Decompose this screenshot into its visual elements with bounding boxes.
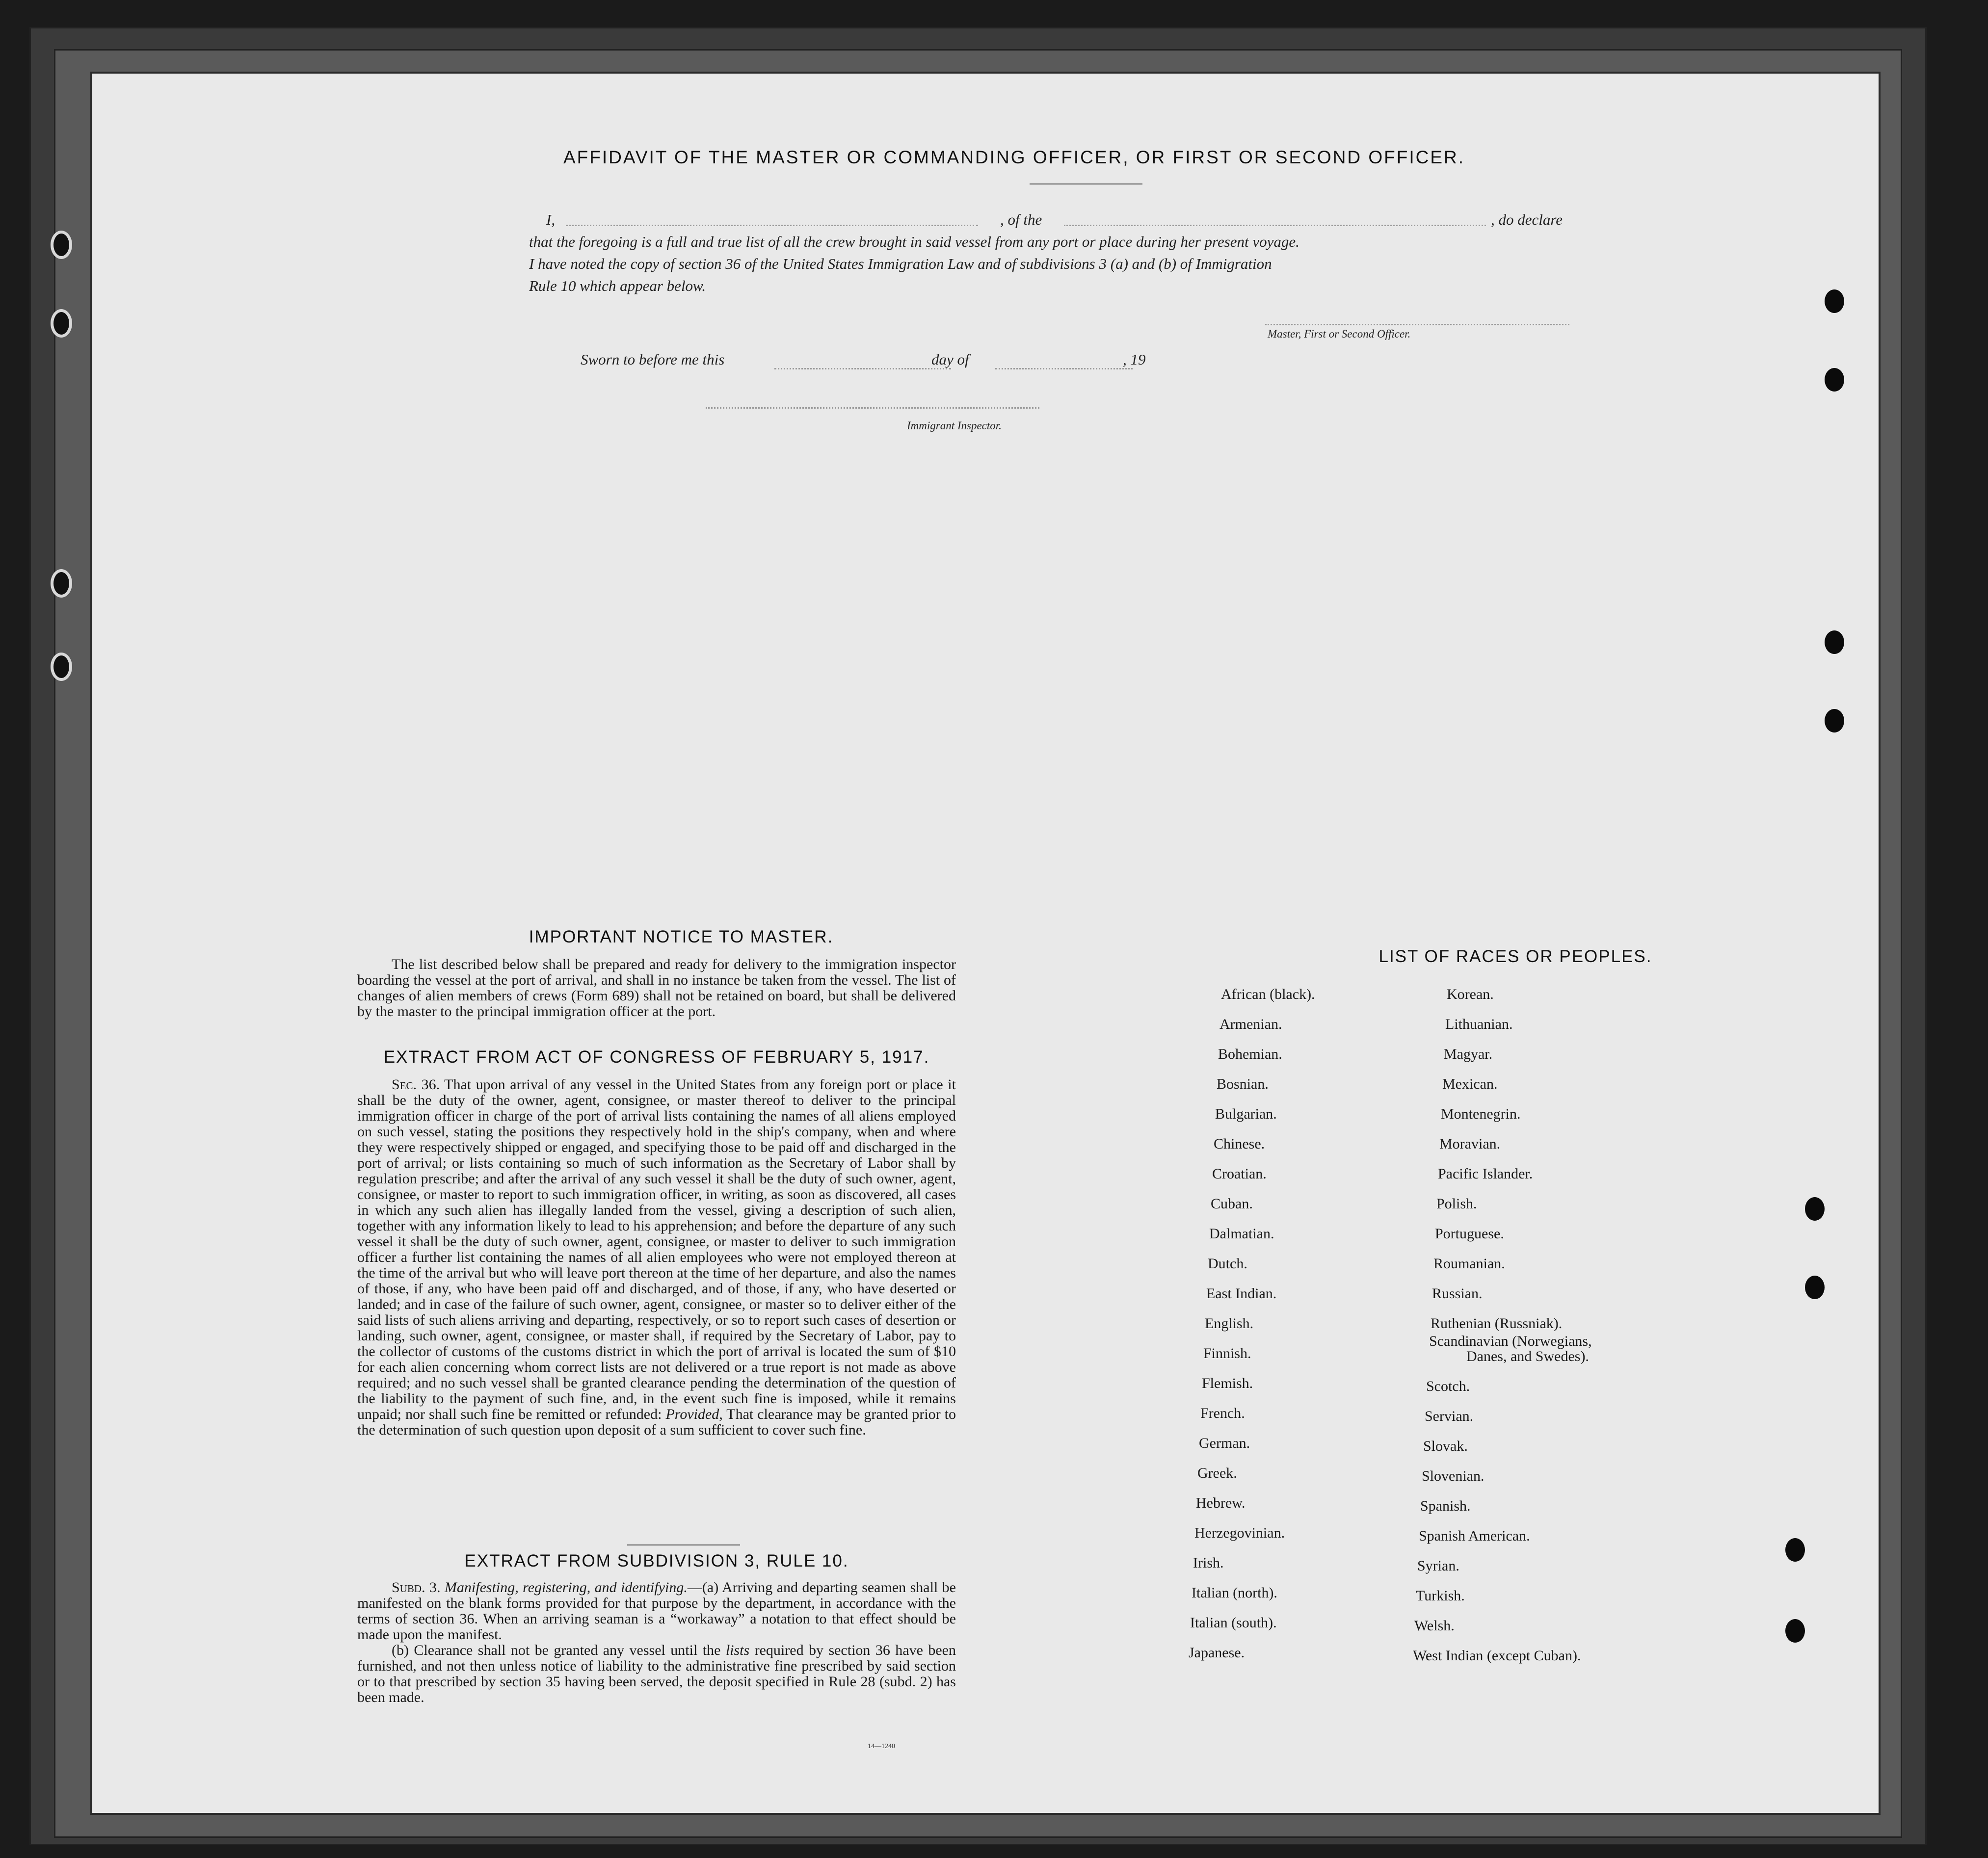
- subdivision-text-block: [357, 1580, 956, 1705]
- race-item: Chinese.: [1214, 1136, 1265, 1152]
- document-page: [92, 74, 1879, 1813]
- race-item: English.: [1205, 1315, 1254, 1332]
- subdivision-title: EXTRACT FROM SUBDIVISION 3, RULE 10.: [464, 1551, 849, 1570]
- punch-hole-right-1: [1825, 289, 1844, 313]
- affidavit-title: AFFIDAVIT OF THE MASTER OR COMMANDING OFFICER, OR FIRST OR SECOND OFFICER.: [563, 147, 1465, 167]
- race-item: Japanese.: [1189, 1645, 1245, 1661]
- race-item: Cuban.: [1211, 1196, 1253, 1212]
- subdivision-paragraph-b: [357, 1643, 956, 1705]
- act-title: EXTRACT FROM ACT OF CONGRESS OF FEBRUARY 5, 1917.: [383, 1047, 930, 1067]
- subdivision-paragraph-a: [357, 1580, 956, 1643]
- race-item: Armenian.: [1219, 1016, 1282, 1032]
- subd-a-text: Arriving and departing seamen shall be manifested on the blank forms provided for that purpose by the department, in accordance with the terms of section 36. When an arriving seaman is a “workaway” a notation to that effect should be made upon the manifest.: [357, 1579, 956, 1643]
- act-provided: Provided,: [665, 1406, 723, 1422]
- race-item: Irish.: [1193, 1555, 1224, 1571]
- race-item: German.: [1199, 1435, 1250, 1451]
- act-text-end: That clearance may be granted prior to the determination of such question upon deposit of a sum sufficient to cover such fine.: [357, 1406, 956, 1438]
- subd-a-label: —(a): [687, 1579, 719, 1596]
- affidavit-do-declare: , do declare: [1491, 211, 1563, 228]
- punch-hole-right-8: [1785, 1619, 1805, 1643]
- race-item: Flemish.: [1202, 1375, 1253, 1391]
- form-number: 14—1240: [868, 1743, 895, 1750]
- punch-hole-right-5: [1805, 1197, 1825, 1221]
- race-item: East Indian.: [1206, 1285, 1277, 1302]
- race-item: Syrian.: [1417, 1558, 1459, 1574]
- race-item: Scotch.: [1426, 1378, 1470, 1394]
- inspector-signature-field[interactable]: [706, 407, 1039, 409]
- race-item: Hebrew.: [1196, 1495, 1246, 1511]
- punch-hole-right-7: [1785, 1538, 1805, 1562]
- race-item: Slovenian.: [1422, 1468, 1484, 1484]
- race-item: Spanish American.: [1419, 1528, 1530, 1544]
- race-item: Pacific Islander.: [1438, 1166, 1533, 1182]
- punch-hole-left-2: [51, 309, 72, 338]
- race-item: Mexican.: [1442, 1076, 1498, 1092]
- affidavit-i: I,: [546, 211, 556, 228]
- punch-hole-right-3: [1825, 630, 1844, 654]
- subd-heading: Manifesting, registering, and identifying.: [444, 1579, 688, 1596]
- race-item: Polish.: [1436, 1196, 1477, 1212]
- race-item: Croatian.: [1212, 1166, 1267, 1182]
- notice-text-block: [357, 957, 956, 1020]
- race-item: Slovak.: [1423, 1438, 1468, 1454]
- race-item: Portuguese.: [1435, 1226, 1504, 1242]
- race-item: Lithuanian.: [1445, 1016, 1513, 1032]
- punch-hole-left-3: [51, 569, 72, 598]
- race-item: Bosnian.: [1217, 1076, 1269, 1092]
- race-item: Welsh.: [1414, 1618, 1455, 1634]
- race-item: Bohemian.: [1218, 1046, 1282, 1062]
- day-of-label: day of: [931, 351, 969, 368]
- master-signature-label: Master, First or Second Officer.: [1268, 328, 1411, 340]
- race-item: Moravian.: [1439, 1136, 1501, 1152]
- race-item: Scandinavian (Norwegians,: [1429, 1333, 1592, 1349]
- race-item: Spanish.: [1420, 1498, 1471, 1514]
- punch-hole-right-4: [1825, 709, 1844, 733]
- subd-label: Subd. 3.: [392, 1579, 441, 1596]
- race-item: Turkish.: [1416, 1588, 1465, 1604]
- race-item: Dalmatian.: [1209, 1226, 1274, 1242]
- sworn-day-field[interactable]: [774, 368, 951, 369]
- race-item: Greek.: [1197, 1465, 1237, 1481]
- race-item: Ruthenian (Russniak).: [1431, 1315, 1563, 1332]
- subd-b-lists: lists: [725, 1642, 750, 1658]
- race-item: Montenegrin.: [1441, 1106, 1521, 1122]
- race-item: Roumanian.: [1433, 1256, 1505, 1272]
- race-item: Bulgarian.: [1215, 1106, 1277, 1122]
- vessel-field[interactable]: [1064, 225, 1486, 226]
- race-item: French.: [1200, 1405, 1245, 1421]
- punch-hole-left-4: [51, 653, 72, 681]
- race-item: Servian.: [1425, 1408, 1474, 1424]
- race-item: Herzegovinian.: [1194, 1525, 1285, 1541]
- sworn-month-field[interactable]: [995, 368, 1133, 369]
- race-item: West Indian (except Cuban).: [1413, 1648, 1581, 1664]
- subd-b-text-1: Clearance shall not be granted any vessel until the: [414, 1642, 721, 1658]
- sworn-label: Sworn to before me this: [581, 351, 725, 368]
- notice-text: The list described below shall be prepared and ready for delivery to the immigration inspector boarding the vessel at the port of arrival, and shall in no instance be taken from the vessel. The list of changes of alien members of crews (Form 689) shall not be retained on board, but shall be delivered by the master to the principal immigration officer at the port.: [357, 956, 956, 1020]
- affidavit-title-rule: [1030, 183, 1142, 184]
- inspector-signature-label: Immigrant Inspector.: [907, 419, 1002, 432]
- race-item: Italian (north).: [1192, 1585, 1277, 1601]
- act-paragraph: [357, 1077, 956, 1438]
- race-item: Russian.: [1432, 1285, 1483, 1302]
- race-item: Dutch.: [1208, 1256, 1247, 1272]
- act-sec-label: Sec. 36.: [392, 1076, 440, 1093]
- master-signature-field[interactable]: [1265, 324, 1569, 325]
- race-item: Magyar.: [1444, 1046, 1493, 1062]
- act-text: That upon arrival of any vessel in the United States from any foreign port or place it shall be the duty of the owner, agent, consignee, or master thereof to deliver to the principal immigration officer in charge of the port of arrival lists containing the names of all aliens employed on such vessel, stating the positions they respectively hold in the ship's company, when and where they were respectively shipped or engaged, and specifying those to be paid off and discharged in the port of arrival; or lists containing so much of such information as the Secretary of Labor shall by regulation prescribe; and after the arrival of any such vessel it shall be the duty of such owner, agent, consignee, or master to report to such immigration officer, in writing, as soon as discovered, all cases in which any such alien has illegally landed from the vessel, giving a description of such alien, together with any information likely to lead to his apprehension; and before the departure of any such vessel it shall be the duty of such owner, agent, consignee, or master to deliver to such immigration officer a further list containing the names of all alien employees who were not employed thereon at the time of the arrival but who will leave port thereon at the time of her departure, and also the names of those, if any, who have been paid off and discharged, and of those, if any, who have deserted or landed; and in case of the failure of such owner, agent, consignee, or master so to deliver either of the said lists of such aliens arriving and departing, respectively, or so to report such cases of desertion or landing, such owner, agent, consignee, or master shall, if required by the Secretary of Labor, pay to the collector of customs of the customs district in which the port of arrival is located the sum of $10 for each alien concerning whom correct lists are not delivered or a true report is not made as above required; and no such vessel shall be granted clearance pending the determination of the question of the liability to the payment of such fine, and, in the event such fine is imposed, while it remains unpaid; nor shall such fine be remitted or refunded:: [357, 1076, 956, 1422]
- races-title: LIST OF RACES OR PEOPLES.: [1378, 947, 1652, 966]
- punch-hole-right-6: [1805, 1276, 1825, 1299]
- race-item: Korean.: [1447, 986, 1494, 1002]
- affidavit-line-2: I have noted the copy of section 36 of the United States Immigration Law and of subdivisions 3 (a) and (b) of Immigration: [529, 255, 1272, 272]
- notice-title: IMPORTANT NOTICE TO MASTER.: [529, 927, 834, 946]
- affidavit-of-the: , of the: [1000, 211, 1042, 228]
- race-item: Finnish.: [1203, 1345, 1251, 1361]
- punch-hole-left-1: [51, 231, 72, 259]
- race-item: Italian (south).: [1190, 1615, 1277, 1631]
- race-item: African (black).: [1221, 986, 1315, 1002]
- name-field[interactable]: [566, 225, 978, 226]
- affidavit-line-3: Rule 10 which appear below.: [529, 277, 706, 294]
- affidavit-line-1: that the foregoing is a full and true list of all the crew brought in said vessel from any port or place during her present voyage.: [529, 233, 1299, 250]
- subd-b-text-2: required by section 36 have been furnished, and not then unless notice of liability to the administrative fine prescribed by said section or to that prescribed by section 35 having been served, the deposit specified in Rule 28 (subd. 2) has been made.: [357, 1642, 956, 1705]
- punch-hole-right-2: [1825, 368, 1844, 392]
- race-item: Danes, and Swedes).: [1466, 1348, 1589, 1364]
- act-text-block: [357, 1077, 956, 1438]
- act-end-rule: [627, 1544, 740, 1545]
- subd-b-label: (b): [392, 1642, 409, 1658]
- year-label: , 19: [1123, 351, 1146, 368]
